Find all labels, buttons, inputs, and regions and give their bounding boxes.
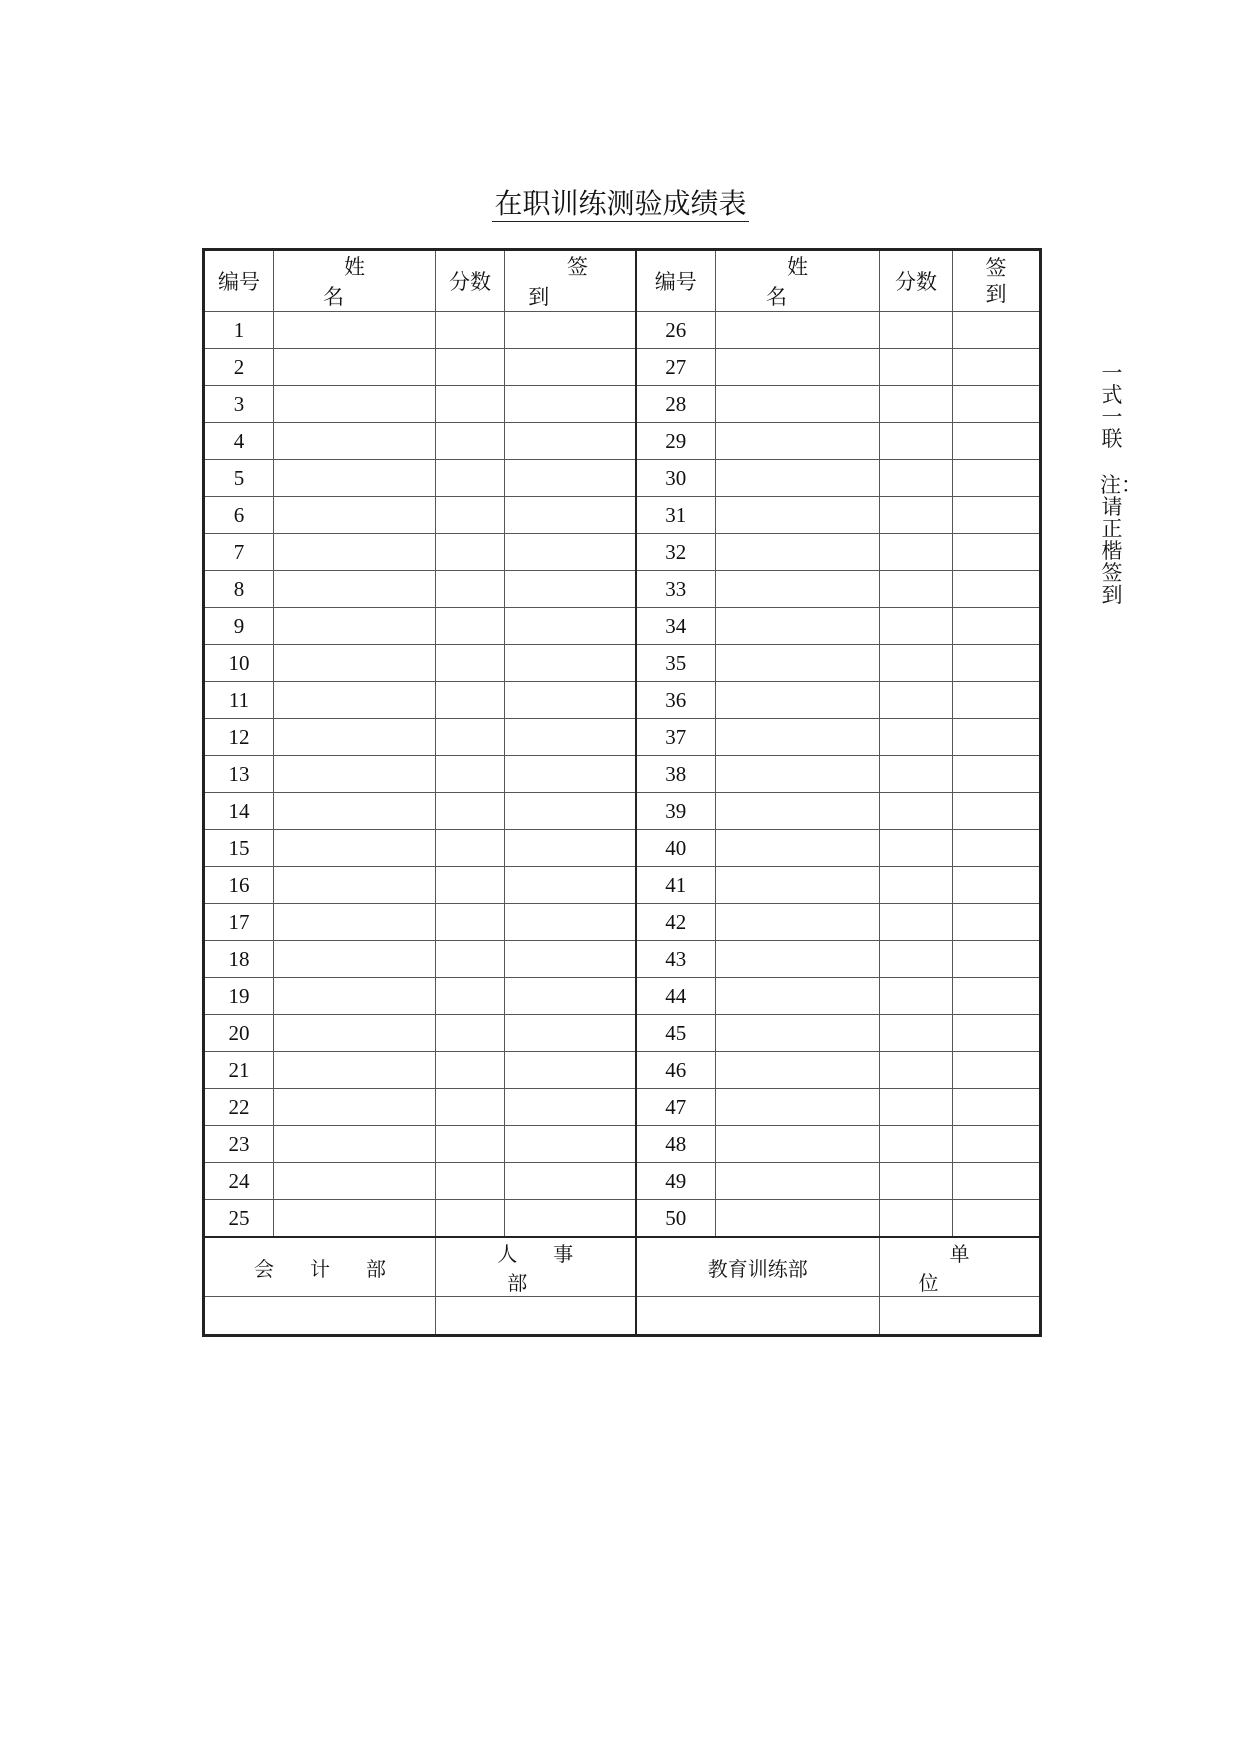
header-sign-right (953, 250, 1041, 312)
score-cell-left[interactable] (436, 534, 505, 571)
score-cell-left[interactable] (436, 1200, 505, 1238)
header-name-right (716, 250, 880, 312)
row-number-left: 18 (204, 941, 274, 978)
row-number-left: 3 (204, 386, 274, 423)
row-number-left: 11 (204, 682, 274, 719)
header-name-right-text: 姓名 (766, 255, 850, 309)
score-cell-left[interactable] (436, 497, 505, 534)
table-row (204, 571, 1041, 608)
score-cell-right[interactable] (880, 423, 953, 460)
score-cell-left[interactable] (436, 312, 505, 349)
row-number-right: 38 (636, 756, 716, 793)
score-cell-left[interactable] (436, 645, 505, 682)
score-cell-left[interactable] (436, 978, 505, 1015)
sign-cell-right[interactable] (953, 534, 1041, 571)
name-cell-right[interactable] (716, 978, 880, 1015)
footer-accounting (204, 1237, 436, 1297)
name-cell-right[interactable] (716, 941, 880, 978)
row-number-right: 33 (636, 571, 716, 608)
table-row (204, 645, 1041, 682)
row-number-left: 19 (204, 978, 274, 1015)
sign-cell-right[interactable] (953, 497, 1041, 534)
score-cell-left[interactable] (436, 571, 505, 608)
row-number-left: 9 (204, 608, 274, 645)
name-cell-left[interactable] (274, 349, 436, 386)
row-number-left: 2 (204, 349, 274, 386)
sign-cell-right[interactable] (953, 1089, 1041, 1126)
table-row (204, 312, 1041, 349)
footer-unit-text: 单位 (918, 1242, 1032, 1295)
row-number-left: 24 (204, 1163, 274, 1200)
side-note-gap (1100, 450, 1124, 474)
footer-label-row (204, 1237, 1041, 1297)
row-number-left: 7 (204, 534, 274, 571)
footer-unit (880, 1237, 1041, 1297)
sign-cell-right[interactable] (953, 1052, 1041, 1089)
table-row (204, 1052, 1041, 1089)
score-cell-left[interactable] (436, 904, 505, 941)
score-cell-left[interactable] (436, 941, 505, 978)
row-number-right: 49 (636, 1163, 716, 1200)
score-cell-left[interactable] (436, 1126, 505, 1163)
row-number-left: 16 (204, 867, 274, 904)
sign-cell-left[interactable] (505, 1015, 636, 1052)
row-number-left: 14 (204, 793, 274, 830)
sign-cell-right[interactable] (953, 1163, 1041, 1200)
name-cell-left[interactable] (274, 1126, 436, 1163)
score-cell-right[interactable] (880, 682, 953, 719)
header-score: 分数 (436, 250, 505, 312)
name-cell-left[interactable] (274, 1015, 436, 1052)
name-cell-right[interactable] (716, 682, 880, 719)
score-cell-right[interactable] (880, 349, 953, 386)
sign-cell-right[interactable] (953, 571, 1041, 608)
row-number-right: 30 (636, 460, 716, 497)
sign-cell-left[interactable] (505, 534, 636, 571)
row-number-left: 15 (204, 830, 274, 867)
header-name (274, 250, 436, 312)
name-cell-left[interactable] (274, 904, 436, 941)
name-cell-left[interactable] (274, 386, 436, 423)
footer-unit-signature[interactable] (880, 1297, 1041, 1336)
sign-cell-right[interactable] (953, 1126, 1041, 1163)
score-cell-right[interactable] (880, 867, 953, 904)
table-row (204, 941, 1041, 978)
row-number-right: 36 (636, 682, 716, 719)
name-cell-right[interactable] (716, 793, 880, 830)
name-cell-left[interactable] (274, 1052, 436, 1089)
score-cell-left[interactable] (436, 1089, 505, 1126)
row-number-right: 44 (636, 978, 716, 1015)
name-cell-left[interactable] (274, 423, 436, 460)
name-cell-left[interactable] (274, 608, 436, 645)
row-number-right: 48 (636, 1126, 716, 1163)
score-cell-right[interactable] (880, 719, 953, 756)
row-number-right: 34 (636, 608, 716, 645)
score-cell-right[interactable] (880, 608, 953, 645)
footer-accounting-text: 会计部 (254, 1256, 422, 1281)
sign-cell-left[interactable] (505, 608, 636, 645)
sign-cell-right[interactable] (953, 608, 1041, 645)
name-cell-left[interactable] (274, 534, 436, 571)
name-cell-right[interactable] (716, 497, 880, 534)
table-row (204, 349, 1041, 386)
side-note (1100, 361, 1142, 607)
row-number-right: 28 (636, 386, 716, 423)
score-cell-right[interactable] (880, 1089, 953, 1126)
score-cell-left[interactable] (436, 719, 505, 756)
sign-cell-right[interactable] (953, 867, 1041, 904)
name-cell-left[interactable] (274, 867, 436, 904)
name-cell-right[interactable] (716, 571, 880, 608)
row-number-right: 27 (636, 349, 716, 386)
sign-cell-right[interactable] (953, 645, 1041, 682)
name-cell-right[interactable] (716, 349, 880, 386)
score-cell-right[interactable] (880, 756, 953, 793)
sign-cell-right[interactable] (953, 460, 1041, 497)
score-cell-right[interactable] (880, 386, 953, 423)
table-row (204, 608, 1041, 645)
sign-cell-right[interactable] (953, 756, 1041, 793)
name-cell-right[interactable] (716, 460, 880, 497)
score-sheet-table (202, 248, 1042, 1337)
score-cell-right[interactable] (880, 1126, 953, 1163)
sign-cell-left[interactable] (505, 682, 636, 719)
footer-training-signature[interactable] (636, 1297, 880, 1336)
row-number-left: 17 (204, 904, 274, 941)
sign-cell-right[interactable] (953, 1200, 1041, 1238)
score-cell-left[interactable] (436, 830, 505, 867)
sign-cell-left[interactable] (505, 1126, 636, 1163)
name-cell-right[interactable] (716, 1015, 880, 1052)
sign-cell-left[interactable] (505, 793, 636, 830)
sign-cell-right[interactable] (953, 941, 1041, 978)
table-row (204, 682, 1041, 719)
sign-cell-left[interactable] (505, 386, 636, 423)
score-cell-left[interactable] (436, 423, 505, 460)
name-cell-left[interactable] (274, 460, 436, 497)
score-cell-left[interactable] (436, 756, 505, 793)
sign-cell-left[interactable] (505, 978, 636, 1015)
table-row (204, 978, 1041, 1015)
sign-cell-left[interactable] (505, 941, 636, 978)
score-cell-right[interactable] (880, 830, 953, 867)
name-cell-right[interactable] (716, 1200, 880, 1238)
sign-cell-left[interactable] (505, 497, 636, 534)
footer-training: 教育训练部 (636, 1237, 880, 1297)
header-row (204, 250, 1041, 312)
score-cell-right[interactable] (880, 1163, 953, 1200)
name-cell-right[interactable] (716, 608, 880, 645)
row-number-left: 21 (204, 1052, 274, 1089)
sign-cell-right[interactable] (953, 349, 1041, 386)
side-note-instruction: 注：请正楷签到 (1100, 473, 1142, 607)
header-number: 编号 (204, 250, 274, 312)
sign-cell-left[interactable] (505, 867, 636, 904)
name-cell-right[interactable] (716, 830, 880, 867)
name-cell-left[interactable] (274, 1163, 436, 1200)
footer-hr (436, 1237, 636, 1297)
row-number-left: 12 (204, 719, 274, 756)
row-number-right: 35 (636, 645, 716, 682)
sign-cell-left[interactable] (505, 1052, 636, 1089)
sign-cell-left[interactable] (505, 423, 636, 460)
row-number-left: 5 (204, 460, 274, 497)
score-cell-left[interactable] (436, 349, 505, 386)
score-cell-right[interactable] (880, 978, 953, 1015)
score-cell-left[interactable] (436, 608, 505, 645)
sign-cell-right[interactable] (953, 793, 1041, 830)
sign-cell-left[interactable] (505, 571, 636, 608)
table-row (204, 830, 1041, 867)
score-cell-left[interactable] (436, 1163, 505, 1200)
name-cell-left[interactable] (274, 793, 436, 830)
name-cell-left[interactable] (274, 571, 436, 608)
name-cell-left[interactable] (274, 1089, 436, 1126)
row-number-left: 6 (204, 497, 274, 534)
row-number-right: 42 (636, 904, 716, 941)
name-cell-left[interactable] (274, 830, 436, 867)
table-row (204, 719, 1041, 756)
name-cell-right[interactable] (716, 719, 880, 756)
score-cell-left[interactable] (436, 867, 505, 904)
sign-cell-left[interactable] (505, 1089, 636, 1126)
header-sign-right-text: 签到 (985, 256, 1007, 306)
row-number-right: 46 (636, 1052, 716, 1089)
name-cell-left[interactable] (274, 756, 436, 793)
row-number-right: 29 (636, 423, 716, 460)
table-row (204, 1200, 1041, 1238)
name-cell-right[interactable] (716, 904, 880, 941)
page-title (0, 184, 1241, 224)
sign-cell-right[interactable] (953, 682, 1041, 719)
sign-cell-right[interactable] (953, 1015, 1041, 1052)
sign-cell-right[interactable] (953, 904, 1041, 941)
row-number-left: 4 (204, 423, 274, 460)
score-cell-left[interactable] (436, 682, 505, 719)
name-cell-left[interactable] (274, 941, 436, 978)
sign-cell-left[interactable] (505, 756, 636, 793)
score-cell-right[interactable] (880, 904, 953, 941)
row-number-right: 50 (636, 1200, 716, 1238)
table-body (204, 250, 1041, 1336)
sign-cell-left[interactable] (505, 719, 636, 756)
sign-cell-right[interactable] (953, 386, 1041, 423)
row-number-right: 31 (636, 497, 716, 534)
row-number-right: 39 (636, 793, 716, 830)
row-number-left: 1 (204, 312, 274, 349)
table-row (204, 497, 1041, 534)
name-cell-right[interactable] (716, 534, 880, 571)
sign-cell-left[interactable] (505, 460, 636, 497)
score-cell-right[interactable] (880, 941, 953, 978)
name-cell-right[interactable] (716, 312, 880, 349)
footer-signature-row (204, 1297, 1041, 1336)
header-sign (505, 250, 650, 312)
score-cell-right[interactable] (880, 460, 953, 497)
name-cell-left[interactable] (274, 1200, 436, 1238)
name-cell-left[interactable] (274, 645, 436, 682)
score-cell-left[interactable] (436, 1015, 505, 1052)
table-row (204, 1163, 1041, 1200)
row-number-left: 10 (204, 645, 274, 682)
score-cell-right[interactable] (880, 571, 953, 608)
score-cell-right[interactable] (880, 1052, 953, 1089)
sign-cell-right[interactable] (953, 423, 1041, 460)
name-cell-right[interactable] (716, 1163, 880, 1200)
row-number-left: 25 (204, 1200, 274, 1238)
name-cell-left[interactable] (274, 719, 436, 756)
row-number-right: 45 (636, 1015, 716, 1052)
footer-accounting-signature[interactable] (204, 1297, 436, 1336)
name-cell-left[interactable] (274, 312, 436, 349)
row-number-left: 23 (204, 1126, 274, 1163)
footer-hr-text: 人事部 (497, 1242, 610, 1295)
sign-cell-left[interactable] (505, 312, 636, 349)
score-cell-left[interactable] (436, 1052, 505, 1089)
row-number-right: 47 (636, 1089, 716, 1126)
name-cell-left[interactable] (274, 682, 436, 719)
score-cell-right[interactable] (880, 312, 953, 349)
score-cell-right[interactable] (880, 1015, 953, 1052)
score-cell-left[interactable] (436, 460, 505, 497)
table-row (204, 1089, 1041, 1126)
title-text: 在职训练测验成绩表 (494, 187, 747, 220)
score-cell-left[interactable] (436, 386, 505, 423)
table-row (204, 534, 1041, 571)
sign-cell-right[interactable] (953, 978, 1041, 1015)
sign-cell-left[interactable] (505, 645, 636, 682)
table-row (204, 1015, 1041, 1052)
name-cell-right[interactable] (716, 1052, 880, 1089)
sign-cell-left[interactable] (505, 1200, 636, 1238)
score-cell-right[interactable] (880, 793, 953, 830)
score-cell-right[interactable] (880, 645, 953, 682)
table-row (204, 460, 1041, 497)
table-row (204, 793, 1041, 830)
row-number-left: 22 (204, 1089, 274, 1126)
name-cell-right[interactable] (716, 423, 880, 460)
name-cell-right[interactable] (716, 756, 880, 793)
table-row (204, 904, 1041, 941)
row-number-right: 37 (636, 719, 716, 756)
footer-hr-signature[interactable] (436, 1297, 636, 1336)
table-row (204, 867, 1041, 904)
score-cell-right[interactable] (880, 534, 953, 571)
row-number-right: 26 (636, 312, 716, 349)
sign-cell-right[interactable] (953, 719, 1041, 756)
row-number-right: 41 (636, 867, 716, 904)
sign-cell-right[interactable] (953, 830, 1041, 867)
sign-cell-left[interactable] (505, 830, 636, 867)
table-row (204, 386, 1041, 423)
name-cell-right[interactable] (716, 867, 880, 904)
name-cell-left[interactable] (274, 497, 436, 534)
name-cell-right[interactable] (716, 1089, 880, 1126)
sign-cell-right[interactable] (953, 312, 1041, 349)
row-number-right: 40 (636, 830, 716, 867)
row-number-right: 32 (636, 534, 716, 571)
header-number-right: 编号 (636, 250, 716, 312)
score-cell-left[interactable] (436, 793, 505, 830)
name-cell-right[interactable] (716, 645, 880, 682)
table-row (204, 756, 1041, 793)
row-number-left: 13 (204, 756, 274, 793)
table-row (204, 423, 1041, 460)
name-cell-left[interactable] (274, 978, 436, 1015)
score-cell-right[interactable] (880, 497, 953, 534)
header-score-right: 分数 (880, 250, 953, 312)
table-row (204, 1126, 1041, 1163)
row-number-right: 43 (636, 941, 716, 978)
sign-cell-left[interactable] (505, 1163, 636, 1200)
score-cell-right[interactable] (880, 1200, 953, 1238)
row-number-left: 8 (204, 571, 274, 608)
row-number-left: 20 (204, 1015, 274, 1052)
name-cell-right[interactable] (716, 1126, 880, 1163)
name-cell-right[interactable] (716, 386, 880, 423)
header-name-text: 姓名 (323, 255, 407, 309)
header-sign-text: 签到 (528, 255, 650, 309)
sign-cell-left[interactable] (505, 349, 636, 386)
sign-cell-left[interactable] (505, 904, 636, 941)
side-note-copies: 一式一联 (1101, 361, 1123, 451)
